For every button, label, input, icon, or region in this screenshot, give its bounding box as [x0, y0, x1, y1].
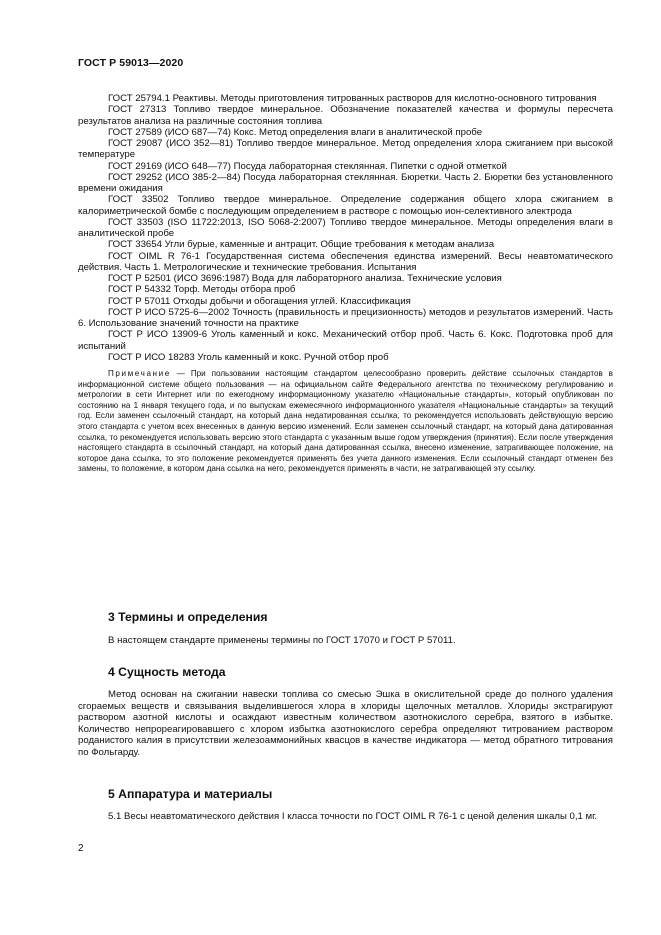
reference-item: ГОСТ Р ИСО 18283 Уголь каменный и кокс. Ручной отбор проб [108, 351, 389, 363]
reference-item: ГОСТ OIML R 76-1 Государственная система обеспечения единства измерений. Весы неавтоматического действия. Часть 1. Метрологические и технические требования. Испытания [78, 250, 613, 273]
reference-item: ГОСТ Р 57011 Отходы добычи и обогащения углей. Классификация [108, 295, 411, 307]
reference-item: ГОСТ 33654 Угли бурые, каменные и антрацит. Общие требования к методам анализа [108, 239, 495, 251]
reference-item: ГОСТ 25794.1 Реактивы. Методы приготовления титрованных растворов для кислотно-основного титрования [108, 93, 597, 104]
reference-item: ГОСТ 29087 (ИСО 352—81) Топливо твердое минеральное. Метод определения хлора сжиганием при высокой температуре [78, 138, 613, 161]
document-header: ГОСТ Р 59013—2020 [78, 57, 184, 69]
reference-item: ГОСТ 29252 (ИСО 385-2—84) Посуда лабораторная стеклянная. Бюретки. Часть 2. Бюретки без установленного времени ожидания [78, 171, 613, 194]
references-block [78, 93, 613, 475]
reference-item: ГОСТ 27589 (ИСО 687—74) Кокс. Метод определения влаги в аналитической пробе [108, 126, 483, 138]
reference-item: ГОСТ Р ИСО 13909-6 Уголь каменный и кокс. Механический отбор проб. Часть 6. Кокс. Подготовка проб для испытаний [78, 329, 613, 352]
section-3-heading: 3 Термины и определения [108, 610, 268, 624]
reference-item: ГОСТ 27313 Топливо твердое минеральное. Обозначение показателей качества и формулы пересчета результатов анализа на различные состояния топлива [78, 104, 613, 127]
reference-item: ГОСТ Р ИСО 5725-6—2002 Точность (правильность и прецизионность) методов и результатов измерений. Часть 6. Использование значений точности на практике [78, 306, 613, 329]
page-number: 2 [78, 843, 84, 854]
reference-item: ГОСТ Р 54332 Торф. Методы отбора проб [108, 284, 296, 296]
section-5-text: 5.1 Весы неавтоматического действия I класса точности по ГОСТ OIML R 76-1 с ценой деления шкалы 0,1 мг. [108, 811, 598, 822]
section-5-heading: 5 Аппаратура и материалы [108, 787, 273, 801]
note-label: Примечание [108, 369, 171, 378]
reference-item: ГОСТ 33503 (ISO 11722:2013, ISO 5068-2:2007) Топливо твердое минеральное. Методы определения влаги в аналитической пробе [78, 216, 613, 239]
section-3-text: В настоящем стандарте применены термины по ГОСТ 17070 и ГОСТ Р 57011. [108, 635, 456, 646]
reference-item: ГОСТ 33502 Топливо твердое минеральное. Определение содержания общего хлора сжиганием в калориметрической бомбе с последующим определением в растворе с помощью ион-селективного электрода [78, 194, 613, 217]
note-paragraph [78, 369, 613, 475]
section-4-text: Метод основан на сжигании навески топлива со смесью Эшка в окислительной среде до полного удаления сгораемых веществ и связывания выделившегося хлора в хлориды щелочных металлов. Хлориды экстрагируют раствором азотной кислоты и осаждают известным количеством азотнокислого серебра, взятого в избытке. Количество непрореагировавшего с хлором избытка азотнокислого серебра определяют титрованием раствором роданистого калия в присутствии железоаммонийных квасцов в качестве индикатора — метод обратного титрования по Фольгарду. [78, 689, 613, 758]
reference-item: ГОСТ 29169 (ИСО 648—77) Посуда лабораторная стеклянная. Пипетки с одной отметкой [108, 160, 507, 172]
reference-item: ГОСТ Р 52501 (ИСО 3696:1987) Вода для лабораторного анализа. Технические условия [108, 273, 502, 284]
section-4-heading: 4 Сущность метода [108, 665, 226, 679]
note-text: — При пользовании настоящим стандартом целесообразно проверить действие ссылочных стандартов в информационной системе общего пользования — на официальном сайте Федерального агентства по техническому регулированию и метрологии в сети Интернет или по ежегодному информационному указателю «Национальные стандарты», который опубликован по состоянию на 1 января текущего года, и по выпускам ежемесячного информационного указателя «Национальные стандарты» за текущий год. Если заменен ссылочный стандарт, на который дана недатированная ссылка, то рекомендуется использовать действующую версию этого стандарта с учетом всех внесенных в данную версию изменений. Если заменен ссылочный стандарт, на который дана датированная ссылка, то рекомендуется использовать версию этого стандарта с указанным выше годом утверждения (принятия). Если после утверждения настоящего стандарта в ссылочный стандарт, на который дана датированная ссылка, внесено изменение, затрагивающее положение, на которое дана ссылка, то это положение рекомендуется применять без учета данного изменения. Если ссылочный стандарт отменен без замены, то положение, в котором дана ссылка на него, рекомендуется применять в части, не затрагивающей эту ссылку. [78, 369, 613, 474]
